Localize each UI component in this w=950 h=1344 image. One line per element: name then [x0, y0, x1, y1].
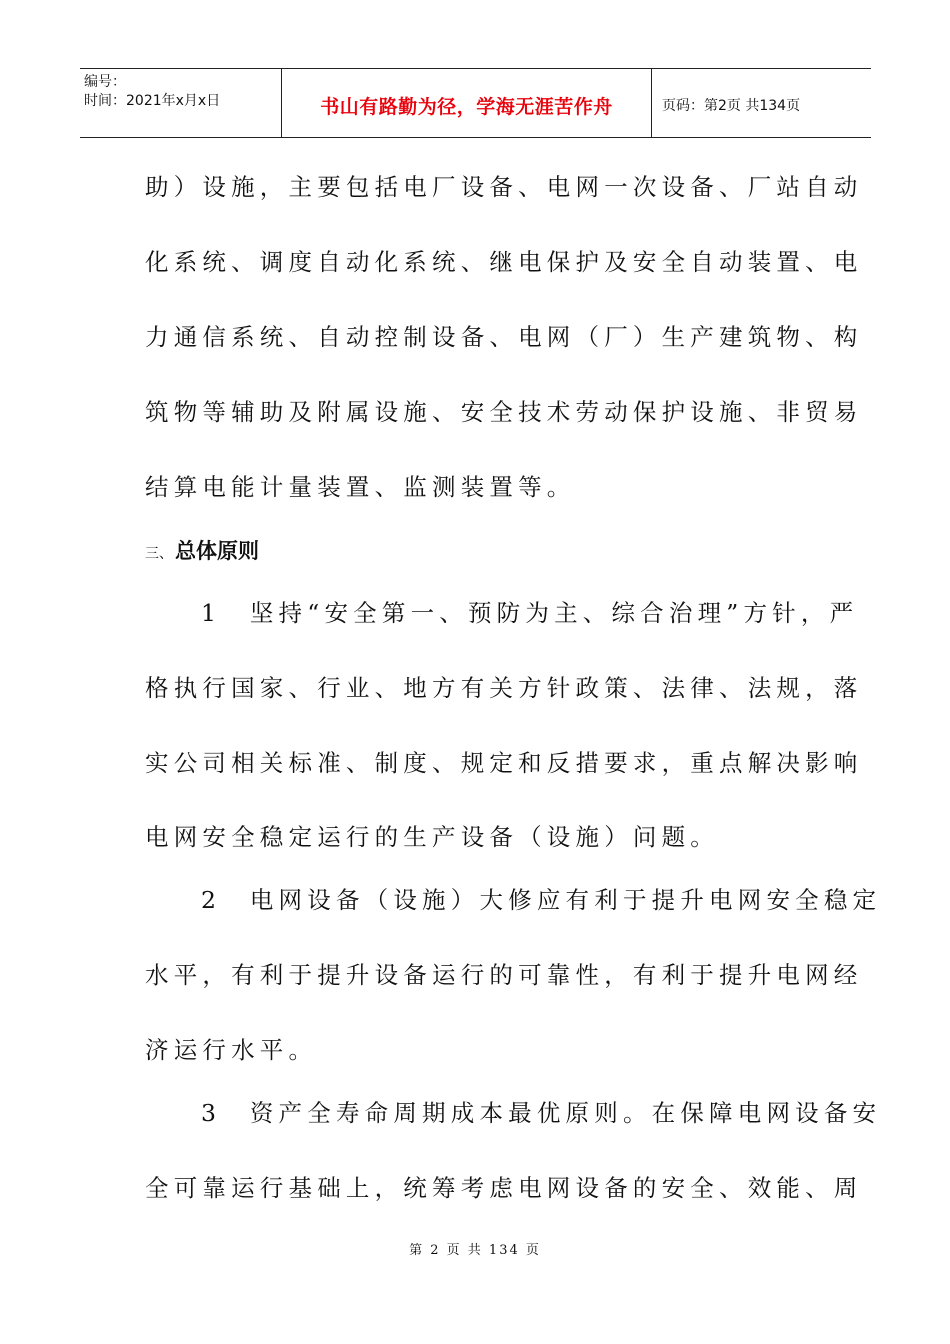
principle-line: 3 资产全寿命周期成本最优原则。在保障电网设备安 [201, 1099, 882, 1127]
document-time-label: 时间：2021年x月x日 [84, 93, 221, 109]
body-line: 化系统、调度自动化系统、继电保护及安全自动装置、电 [145, 248, 863, 276]
principle-line: 1 坚持“安全第一、预防为主、综合治理”方针，严 [201, 599, 859, 627]
body-line: 力通信系统、自动控制设备、电网（厂）生产建筑物、构 [145, 323, 863, 351]
body-line: 结算电能计量装置、监测装置等。 [145, 473, 576, 501]
principle-line: 电网安全稳定运行的生产设备（设施）问题。 [145, 823, 719, 851]
section-title: 总体原则 [175, 539, 259, 563]
body-line: 助）设施，主要包括电厂设备、电网一次设备、厂站自动 [145, 173, 863, 201]
header-meta [80, 69, 282, 137]
header-motto: 书山有路勤为径，学海无涯苦作舟 [320, 95, 613, 118]
page-header [80, 68, 871, 138]
page-footer: 第 2 页 共 134 页 [409, 1243, 541, 1258]
principle-line: 水平，有利于提升设备运行的可靠性，有利于提升电网经 [145, 961, 863, 989]
section-heading [145, 536, 259, 569]
principle-line: 实公司相关标准、制度、规定和反措要求，重点解决影响 [145, 749, 863, 777]
header-page-code: 页码：第2页 共134页 [662, 98, 801, 114]
principle-line: 全可靠运行基础上，统筹考虑电网设备的安全、效能、周 [145, 1174, 863, 1202]
body-line: 筑物等辅助及附属设施、安全技术劳动保护设施、非贸易 [145, 398, 863, 426]
document-number-label: 编号： [84, 74, 126, 90]
principle-line: 济运行水平。 [145, 1036, 318, 1064]
principle-line: 2 电网设备（设施）大修应有利于提升电网安全稳定 [201, 886, 882, 914]
principle-line: 格执行国家、行业、地方有关方针政策、法律、法规，落 [145, 674, 863, 702]
section-number: 三、 [145, 546, 173, 562]
header-motto-cell [282, 69, 652, 137]
